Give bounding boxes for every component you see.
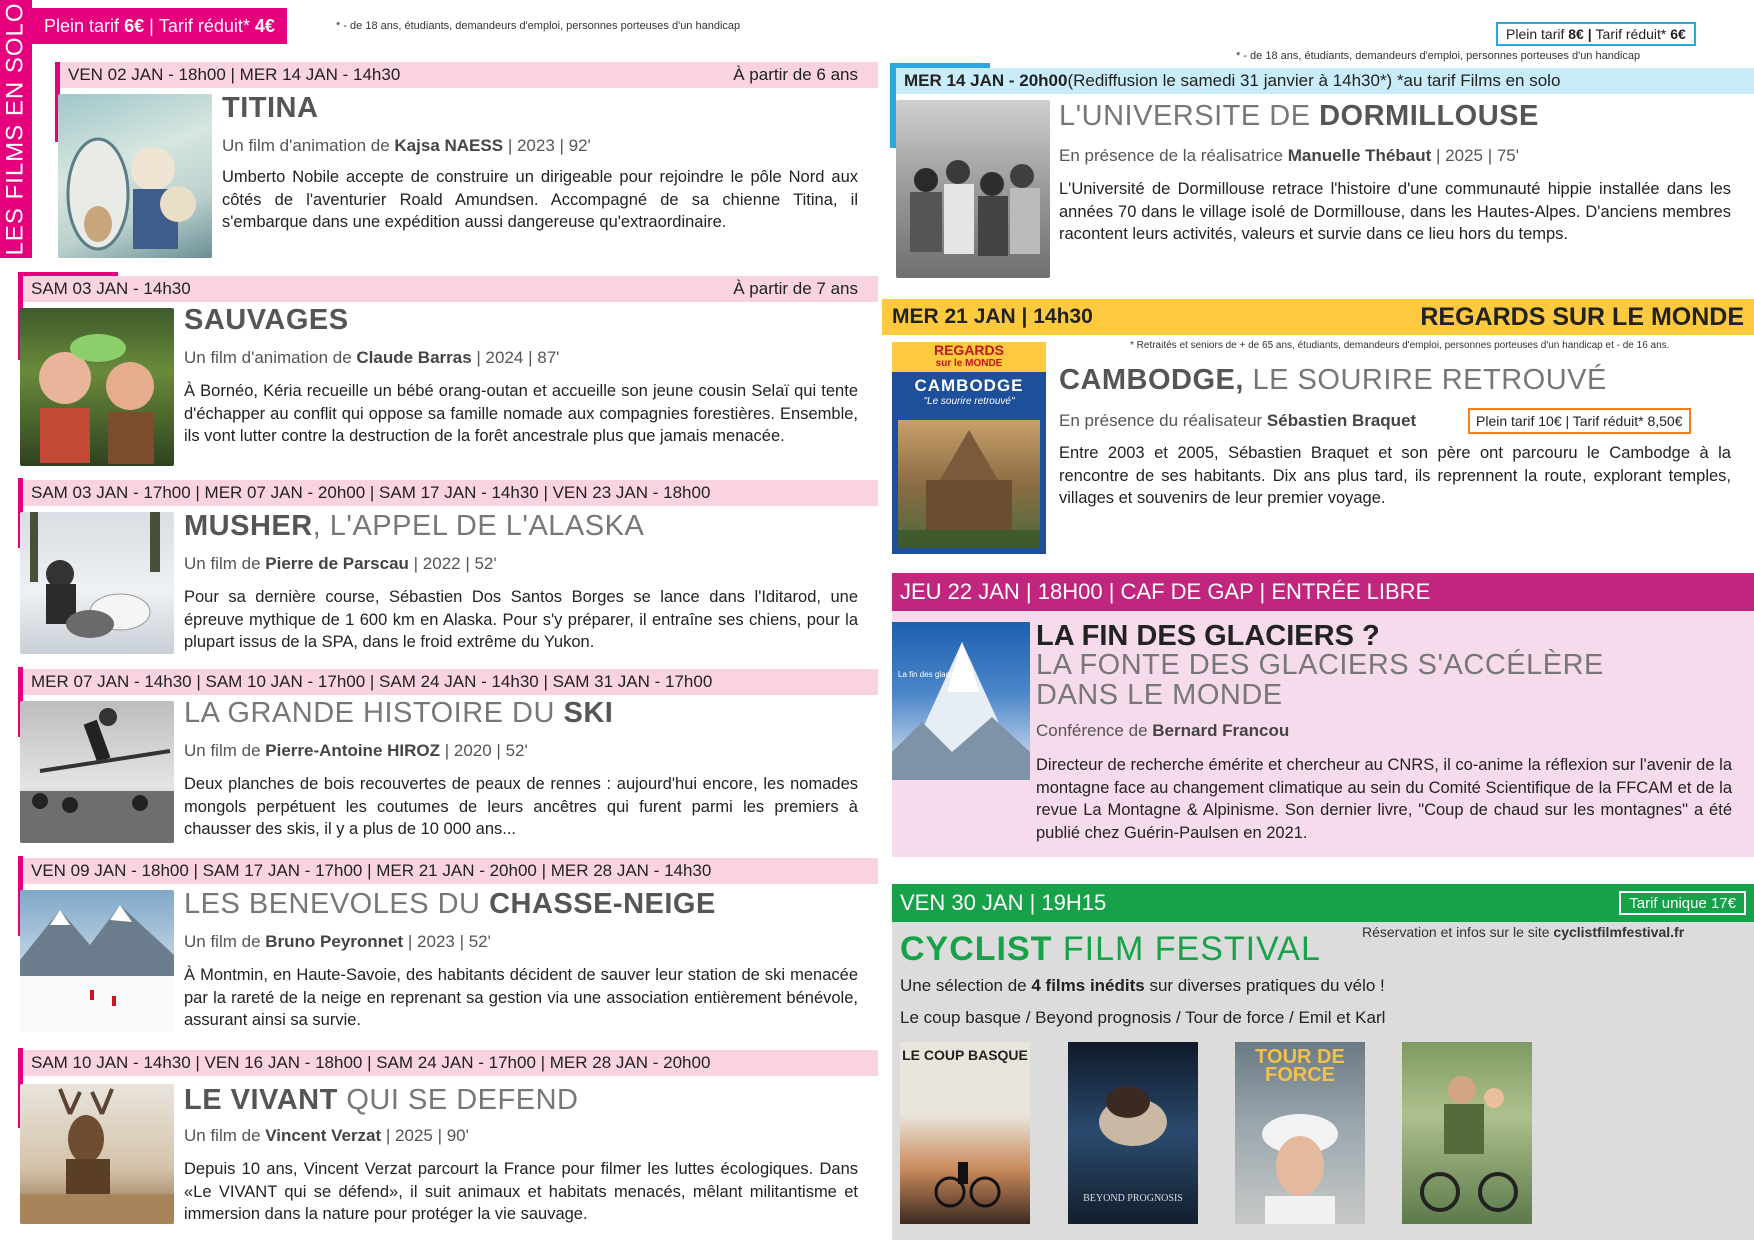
reservation-info: Réservation et infos sur le site cyclistfilmfestival.fr <box>1362 924 1685 940</box>
film-title: TITINA <box>222 92 319 124</box>
conference-meta: Conférence de Bernard Francou <box>1036 721 1290 740</box>
section-bar-regards <box>882 299 1754 335</box>
poster-header: REGARDS sur le MONDE <box>892 342 1046 372</box>
film-title: LA GRANDE HISTOIRE DU SKI <box>184 697 614 729</box>
poster-image <box>898 420 1040 548</box>
film-meta: En présence de la réalisatrice Manuelle Thébaut | 2025 | 75' <box>1059 146 1519 165</box>
film-title: L'UNIVERSITE DE DORMILLOUSE <box>1059 100 1539 132</box>
date-bar <box>23 276 878 302</box>
film-title: LE VIVANT QUI SE DEFEND <box>184 1084 579 1116</box>
film-description: Umberto Nobile accepte de construire un dirigeable pour rejoindre le pôle Nord aux côtés de l'aventurier Roald Amundsen. Accompagné de sa chienne Titina, il s'embarque dans une expédition aussi dangereuse qu'extraordinaire. <box>222 168 858 231</box>
film-meta: En présence du réalisateur Sébastien Braquet <box>1059 411 1417 430</box>
festival-selection: Une sélection de 4 films inédits sur diverses pratiques du vélo ! <box>900 976 1385 995</box>
solo-price-note: * - de 18 ans, étudiants, demandeurs d'emploi, personnes porteuses d'un handicap <box>336 20 741 32</box>
cyclist-price-box: Tarif unique 17€ <box>1619 891 1746 915</box>
conference-poster <box>892 622 1030 780</box>
poster-tagline: "Le sourire retrouvé" <box>923 396 1015 407</box>
film-thumbnail <box>896 100 1050 278</box>
film-title: MUSHER, L'APPEL DE L'ALASKA <box>184 510 645 542</box>
film-title: SAUVAGES <box>184 304 349 336</box>
date-bar <box>23 1050 878 1076</box>
screening-dates: MER 07 JAN - 14h30 | SAM 10 JAN - 17h00 | SAM 24 JAN - 14h30 | SAM 31 JAN - 17h00 <box>31 672 713 691</box>
film-thumbnail <box>20 308 174 466</box>
film-card-le-vivant <box>0 1048 880 1238</box>
festival-poster: LE COUP BASQUE <box>900 1042 1030 1224</box>
film-card-ski <box>0 667 880 847</box>
film-card-sauvages <box>0 272 880 472</box>
film-card-chasse-neige <box>0 856 880 1036</box>
film-thumbnail <box>20 512 174 654</box>
film-description: Deux planches de bois recouvertes de peaux de rennes : aujourd'hui encore, les nomades mongols perpétuent les coutumes de leurs ancêtres qui furent parmi les premiers à chausser des skis, il y a plus de 10 000 ans... <box>184 775 858 838</box>
conference-subtitle: LA FONTE DES GLACIERS S'ACCÉLÈRE DANS LE MONDE <box>1036 649 1604 711</box>
date-bar <box>23 480 878 506</box>
regards-price-box: Plein tarif 10€ | Tarif réduit* 8,50€ <box>1468 408 1691 434</box>
section-bar-cyclist <box>892 884 1754 922</box>
film-card-titina <box>0 62 880 262</box>
screening-dates: VEN 09 JAN - 18h00 | SAM 17 JAN - 17h00 | MER 21 JAN - 20h00 | MER 28 JAN - 14h30 <box>31 861 712 880</box>
screening-date: VEN 30 JAN | 19H15 <box>900 890 1107 915</box>
conference-title: LA FIN DES GLACIERS ? <box>1036 620 1380 652</box>
right-price-note: * - de 18 ans, étudiants, demandeurs d'emploi, personnes porteuses d'un handicap <box>1236 50 1641 62</box>
section-bar-glaciers: JEU 22 JAN | 18H00 | CAF DE GAP | ENTRÉE LIBRE <box>892 573 1754 611</box>
screening-dates: SAM 03 JAN - 17h00 | MER 07 JAN - 20h00 | SAM 17 JAN - 14h30 | VEN 23 JAN - 18h00 <box>31 483 711 502</box>
film-meta: Un film de Vincent Verzat | 2025 | 90' <box>184 1126 469 1145</box>
film-description: À Montmin, en Haute-Savoie, des habitants décident de sauver leur station de ski menacée par la rareté de la neige en reprenant sa gestion via une association entièrement bénévole, assurant ainsi sa survie. <box>184 966 858 1029</box>
poster-caption: La fin des glaciers ? <box>898 670 970 679</box>
screening-dates: VEN 02 JAN - 18h00 | MER 14 JAN - 14h30 <box>68 65 401 84</box>
date-bar <box>23 858 878 884</box>
conference-description-top: Directeur de recherche émérite et chercheur au CNRS, il co-anime la réflexion sur l'avenir de la montagne face au changement climatique au sein du Comité Scientifique de la FFCAM et de la revue La Montagne & Alpinisme. Son dernier livre, "Coup de chaud sur les montagnes" a été publié chez Guérin-Paulsen en 2021. <box>1036 756 1732 842</box>
film-meta: Un film d'animation de Kajsa NAESS | 2023 | 92' <box>222 136 591 155</box>
date-bar <box>896 68 1754 94</box>
film-title: CAMBODGE, LE SOURIRE RETROUVÉ <box>1059 364 1607 396</box>
film-meta: Un film de Bruno Peyronnet | 2023 | 52' <box>184 932 491 951</box>
screening-dates: SAM 10 JAN - 14h30 | VEN 16 JAN - 18h00 | SAM 24 JAN - 17h00 | MER 28 JAN - 20h00 <box>31 1053 711 1072</box>
film-description: Entre 2003 et 2005, Sébastien Braquet et son père ont parcouru le Cambodge à la rencontre de ses habitants. Dix ans plus tard, ils reprennent la route, explorant temples, villages et souvenirs de leur premier voyage. <box>1059 444 1731 507</box>
screening-date: MER 21 JAN | 14h30 <box>892 305 1093 328</box>
solo-price-box: Plein tarif 6€ | Tarif réduit* 4€ <box>32 8 287 44</box>
date-bar <box>60 62 878 88</box>
reservation-link[interactable]: cyclistfilmfestival.fr <box>1553 924 1685 940</box>
film-meta: Un film de Pierre de Parscau | 2022 | 52' <box>184 554 497 573</box>
date-bar <box>23 669 878 695</box>
film-description: Pour sa dernière course, Sébastien Dos Santos Borges se lance dans l'Iditarod, une épreuve mythique de 1 600 km en Alaska. Pour s'y préparer, il entraîne ses chiens, pour la plupart issus de la SPA, dans le froid extrême du Yukon. <box>184 588 858 651</box>
right-price-box: Plein tarif 8€ | Tarif réduit* 6€ <box>1496 22 1696 46</box>
festival-poster <box>1402 1042 1532 1224</box>
festival-poster: BEYOND PROGNOSIS <box>1068 1042 1198 1224</box>
film-description: L'Université de Dormillouse retrace l'histoire d'une communauté hippie installée dans les années 70 dans le village isolé de Dormillouse, dans les Hautes-Alpes. D'anciens membres racontent leurs activités, valeurs et survie dans ce lieu hors du temps. <box>1059 180 1731 243</box>
festival-poster: TOUR DE FORCE <box>1235 1042 1365 1224</box>
age-badge: À partir de 7 ans <box>733 279 858 298</box>
film-thumbnail <box>58 94 212 258</box>
screening-date-extra: (Rediffusion le samedi 31 janvier à 14h30*) *au tarif Films en solo <box>1067 71 1561 90</box>
festival-title: CYCLIST FILM FESTIVAL <box>900 930 1321 968</box>
film-thumbnail <box>20 890 174 1032</box>
screening-dates: SAM 03 JAN - 14h30 <box>31 279 191 298</box>
film-thumbnail <box>20 1084 174 1224</box>
poster-title: CAMBODGE <box>914 376 1024 395</box>
film-poster <box>892 342 1046 554</box>
screening-date: MER 14 JAN - 20h00 <box>904 71 1068 90</box>
film-description: À Bornéo, Kéria recueille un bébé orang-outan et accueille son jeune cousin Selaï qui tente d'échapper au conflit qui oppose sa famille nomade aux compagnies forestières. Ensemble, ils vont lutter contre la destruction de la forêt ancestrale plus que jamais menacée. <box>184 382 858 445</box>
film-thumbnail <box>20 701 174 843</box>
solo-vertical-label: LES FILMS EN SOLO <box>2 2 30 256</box>
age-badge: À partir de 6 ans <box>733 65 858 84</box>
film-description: Depuis 10 ans, Vincent Verzat parcourt la France pour filmer les luttes écologiques. Dans «Le VIVANT qui se défend», il suit animaux et habitats menacés, mêlant militantisme et immersion dans la nature pour protéger la vie sauvage. <box>184 1160 858 1223</box>
film-meta: Un film de Pierre-Antoine HIROZ | 2020 | 52' <box>184 741 528 760</box>
regards-price-note: * Retraités et seniors de + de 65 ans, étudiants, demandeurs d'emploi, personnes porteuses d'un handicap et - de 16 ans. <box>1130 340 1670 351</box>
section-title: REGARDS SUR LE MONDE <box>1420 302 1744 331</box>
festival-film-list: Le coup basque / Beyond prognosis / Tour de force / Emil et Karl <box>900 1008 1386 1027</box>
film-title: LES BENEVOLES DU CHASSE-NEIGE <box>184 888 716 920</box>
film-card-musher <box>0 478 880 658</box>
film-meta: Un film d'animation de Claude Barras | 2024 | 87' <box>184 348 560 367</box>
